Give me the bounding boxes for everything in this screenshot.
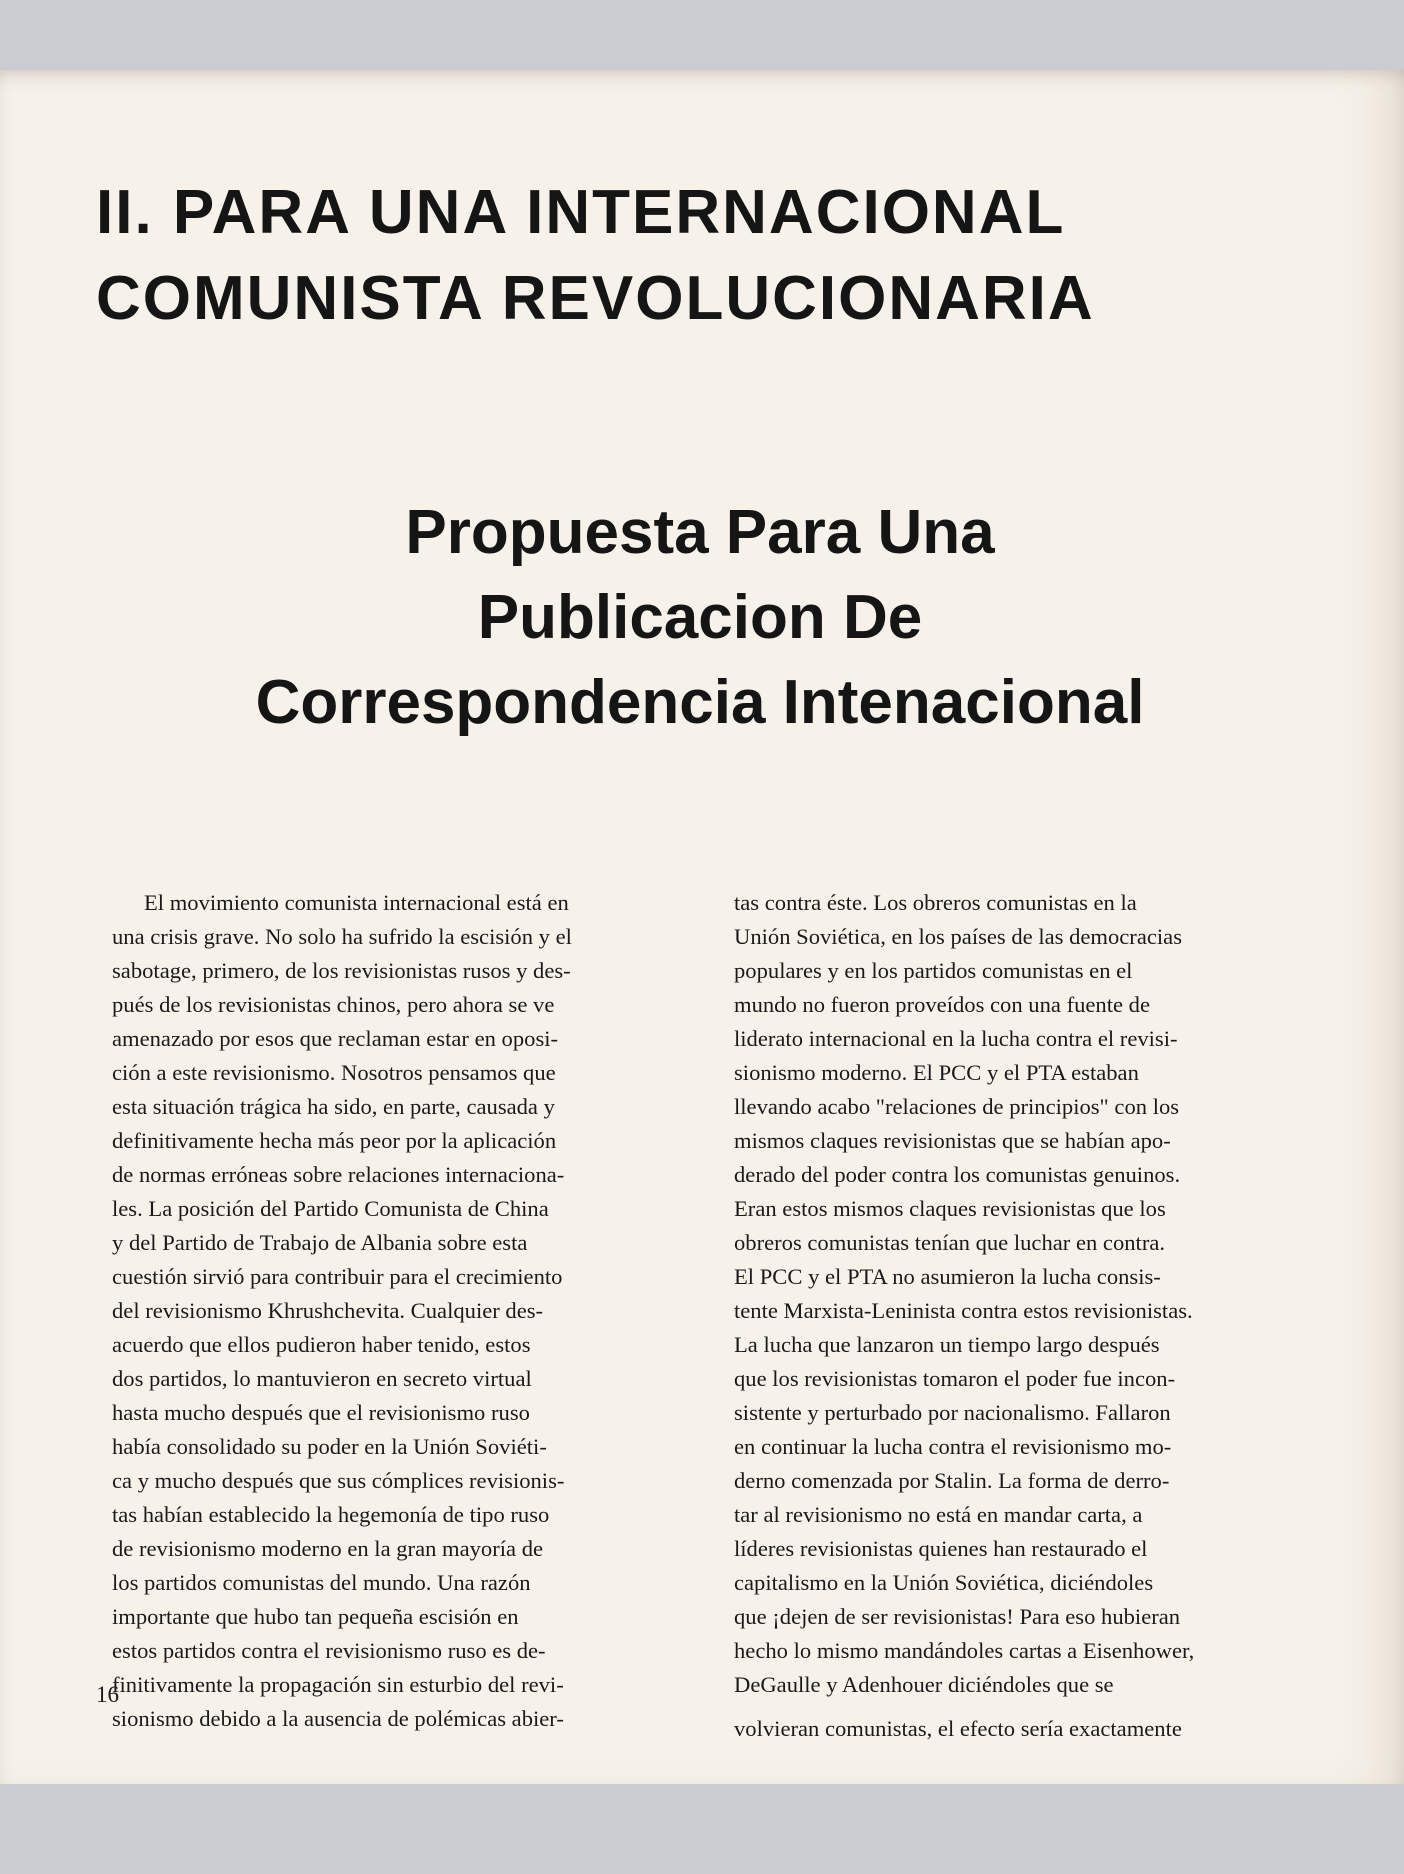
article-title-line: Propuesta Para Una xyxy=(405,498,995,567)
body-text-line: El PCC y el PTA no asumieron la lucha consis- xyxy=(734,1264,1161,1289)
article-title-line: Correspondencia Intenacional xyxy=(255,668,1145,737)
body-text-line: amenazado por esos que reclaman estar en oposi- xyxy=(112,1026,559,1051)
section-title-line: COMUNISTA REVOLUCIONARIA xyxy=(96,264,1095,333)
body-text-line: hecho lo mismo mandándoles cartas a Eisenhower, xyxy=(734,1638,1195,1663)
body-text-line: sabotage, primero, de los revisionistas rusos y des- xyxy=(112,958,571,983)
article-title xyxy=(100,490,1300,745)
body-text-line: El movimiento comunista internacional está en xyxy=(144,890,569,915)
section-title xyxy=(96,170,1336,342)
body-text-line: tente Marxista-Leninista contra estos revisionistas. xyxy=(734,1298,1193,1323)
body-text-line: acuerdo que ellos pudieron haber tenido, estos xyxy=(112,1332,531,1357)
section-title-line: II. PARA UNA INTERNACIONAL xyxy=(96,178,1066,247)
body-text-line: La lucha que lanzaron un tiempo largo después xyxy=(734,1332,1160,1357)
body-text-line: mismos claques revisionistas que se habían apo- xyxy=(734,1128,1171,1153)
page-number: 16 xyxy=(96,1682,119,1707)
body-text-line: liderato internacional en la lucha contra el revisi- xyxy=(734,1026,1178,1051)
body-text-line: tas contra éste. Los obreros comunistas en la xyxy=(734,890,1137,915)
body-text-line: les. La posición del Partido Comunista de China xyxy=(112,1196,549,1221)
body-text-line: mundo no fueron proveídos con una fuente de xyxy=(734,992,1150,1017)
body-text-line: pués de los revisionistas chinos, pero ahora se ve xyxy=(112,992,555,1017)
body-text-line: los partidos comunistas del mundo. Una razón xyxy=(112,1570,531,1595)
body-text-line: líderes revisionistas quienes han restaurado el xyxy=(734,1536,1148,1561)
body-text-line: del revisionismo Khrushchevita. Cualquier des- xyxy=(112,1298,544,1323)
body-text-line: ción a este revisionismo. Nosotros pensamos que xyxy=(112,1060,556,1085)
body-text-line: de normas erróneas sobre relaciones internaciona- xyxy=(112,1162,565,1187)
body-text-line: dos partidos, lo mantuvieron en secreto virtual xyxy=(112,1366,532,1391)
body-text-line: sionismo moderno. El PCC y el PTA estaban xyxy=(734,1060,1139,1085)
body-text-line: en continuar la lucha contra el revisionismo mo- xyxy=(734,1434,1172,1459)
left-column xyxy=(112,886,712,1736)
body-text-line: derno comenzada por Stalin. La forma de derro- xyxy=(734,1468,1170,1493)
body-text-line: sistente y perturbado por nacionalismo. Fallaron xyxy=(734,1400,1171,1425)
body-text-line: tar al revisionismo no está en mandar carta, a xyxy=(734,1502,1143,1527)
article-title-line: Publicacion De xyxy=(477,583,923,652)
body-text-line: llevando acabo "relaciones de principios" con los xyxy=(734,1094,1180,1119)
body-text-line: Unión Soviética, en los países de las democracias xyxy=(734,924,1182,949)
body-text-line: finitivamente la propagación sin esturbio del revi- xyxy=(112,1672,564,1697)
body-text-line: cuestión sirvió para contribuir para el crecimiento xyxy=(112,1264,563,1289)
body-text-line: importante que hubo tan pequeña escisión en xyxy=(112,1604,519,1629)
body-text-line: capitalismo en la Unión Soviética, diciéndoles xyxy=(734,1570,1154,1595)
body-text-line: de revisionismo moderno en la gran mayoría de xyxy=(112,1536,544,1561)
body-text-line: definitivamente hecha más peor por la aplicación xyxy=(112,1128,557,1153)
body-text-line: DeGaulle y Adenhouer diciéndoles que se xyxy=(734,1672,1114,1697)
body-text-line: obreros comunistas tenían que luchar en contra. xyxy=(734,1230,1166,1255)
body-text-line: hasta mucho después que el revisionismo ruso xyxy=(112,1400,530,1425)
body-text-line: y del Partido de Trabajo de Albania sobre esta xyxy=(112,1230,528,1255)
body-text-line: Eran estos mismos claques revisionistas que los xyxy=(734,1196,1166,1221)
body-text-line: derado del poder contra los comunistas genuinos. xyxy=(734,1162,1181,1187)
body-text-line: que ¡dejen de ser revisionistas! Para eso hubieran xyxy=(734,1604,1181,1629)
body-text-line: una crisis grave. No solo ha sufrido la escisión y el xyxy=(112,924,572,949)
right-column xyxy=(734,886,1334,1746)
body-text-line: había consolidado su poder en la Unión Soviéti- xyxy=(112,1434,547,1459)
body-text-line: ca y mucho después que sus cómplices revisionis- xyxy=(112,1468,565,1493)
document-page xyxy=(0,70,1404,1784)
body-text-line: sionismo debido a la ausencia de polémicas abier- xyxy=(112,1706,564,1731)
body-text-line: que los revisionistas tomaron el poder fue incon- xyxy=(734,1366,1176,1391)
body-text-line: tas habían establecido la hegemonía de tipo ruso xyxy=(112,1502,550,1527)
body-text-line: volvieran comunistas, el efecto sería exactamente xyxy=(734,1716,1182,1741)
body-text-line: populares y en los partidos comunistas en el xyxy=(734,958,1133,983)
body-text-line: esta situación trágica ha sido, en parte, causada y xyxy=(112,1094,555,1119)
body-text-line: estos partidos contra el revisionismo ruso es de- xyxy=(112,1638,546,1663)
